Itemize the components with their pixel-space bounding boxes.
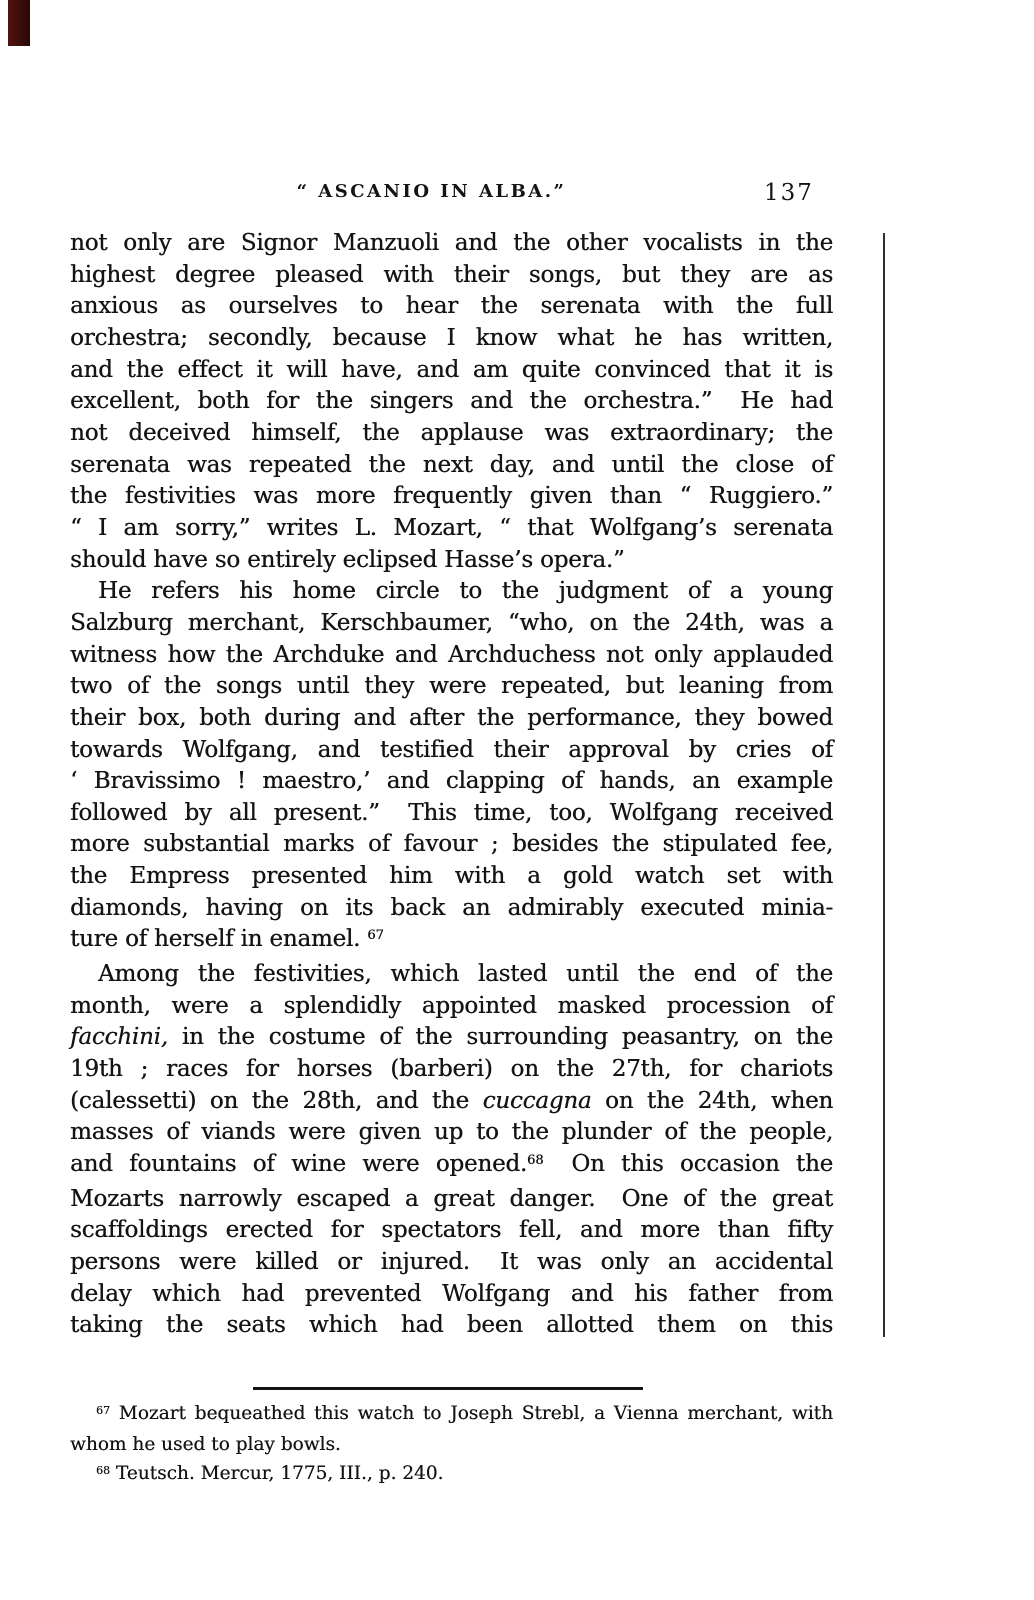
text-line	[70, 829, 833, 861]
text-line	[70, 1247, 833, 1279]
text-segment: towards Wolfgang, and testified their approval by cries of	[70, 736, 833, 763]
text-line	[70, 355, 833, 387]
text-line	[70, 1022, 833, 1054]
scan-artifact-right-line	[883, 233, 885, 1337]
text-segment: should have so entirely eclipsed Hasse’s opera.”	[70, 546, 625, 573]
text-line	[70, 260, 833, 292]
text-segment: He refers his home circle to the judgment of a young	[98, 578, 833, 605]
text-segment: scaffoldings erected for spectators fell, and more than fifty	[70, 1217, 833, 1244]
text-segment: highest degree pleased with their songs, but they are as	[70, 261, 833, 288]
text-segment: serenata was repeated the next day, and until the close of	[70, 451, 833, 478]
text-segment: “ I am sorry,” writes L. Mozart, “ that Wolfgang’s serenata	[70, 514, 833, 541]
text-line	[70, 640, 833, 672]
text-segment: persons were killed or injured. It was only an accidental	[70, 1249, 833, 1275]
text-line	[70, 1117, 833, 1149]
italic-text: facchini,	[70, 1024, 168, 1051]
footnote-separator-rule	[253, 1387, 643, 1390]
text-segment: orchestra; secondly, because I know what he has written,	[70, 324, 833, 351]
text-line	[70, 893, 833, 925]
text-segment: Among the festivities, which lasted until the end of the	[98, 961, 833, 988]
text-segment: 19th ; races for horses (barberi) on the 27th, for chariots	[70, 1056, 833, 1083]
text-segment: and fountains of wine were opened.	[70, 1151, 528, 1178]
text-segment: ‘ Bravissimo ! maestro,’ and clapping of hands, an example	[70, 768, 833, 795]
text-line	[70, 1459, 833, 1490]
text-line	[70, 513, 833, 545]
text-line	[70, 959, 833, 991]
text-line	[70, 798, 833, 830]
text-line	[70, 1430, 833, 1459]
running-header-title: “ ASCANIO IN ALBA.”	[296, 181, 567, 202]
text-segment: the festivities was more frequently given than “ Ruggiero.”	[70, 483, 833, 510]
text-line	[70, 735, 833, 767]
text-segment: more substantial marks of favour ; besides the stipulated fee,	[70, 831, 833, 858]
text-segment: (calessetti) on the 28th, and the	[70, 1087, 483, 1114]
text-segment: not only are Signor Manzuoli and the other vocalists in the	[70, 230, 833, 256]
text-segment: month, were a splendidly appointed masked procession of	[70, 992, 833, 1019]
text-line	[70, 481, 833, 513]
text-segment: whom he used to play bowls.	[70, 1434, 341, 1455]
footnote-reference: 67	[367, 928, 384, 944]
text-segment: excellent, both for the singers and the orchestra.” He had	[70, 388, 833, 415]
text-segment: in the costume of the surrounding peasantry, on the	[167, 1024, 833, 1051]
body-lines	[70, 228, 833, 1342]
footnotes-block	[70, 1399, 833, 1490]
text-segment: and the effect it will have, and am quite convinced that it is	[70, 356, 833, 383]
text-line	[70, 608, 833, 640]
text-line	[70, 766, 833, 798]
text-line	[70, 1184, 833, 1216]
text-segment: not deceived himself, the applause was extraordinary; the	[70, 419, 833, 446]
text-line	[70, 576, 833, 608]
italic-text: cuccagna	[482, 1087, 592, 1114]
text-line	[70, 386, 833, 418]
text-line	[70, 1215, 833, 1247]
text-line	[70, 991, 833, 1023]
text-line	[70, 1149, 833, 1184]
text-segment: Teutsch. Mercur, 1775, III., p. 240.	[110, 1463, 444, 1484]
text-line	[70, 924, 833, 959]
text-line	[70, 418, 833, 450]
footnote-lines	[70, 1399, 833, 1490]
text-line	[70, 545, 833, 577]
text-segment: On this occasion the	[543, 1151, 833, 1178]
text-line	[70, 323, 833, 355]
text-segment: Salzburg merchant, Kerschbaumer, “who, on the 24th, was a	[70, 609, 833, 636]
text-line	[70, 703, 833, 735]
text-line	[70, 1310, 833, 1342]
footnote-reference: 67	[96, 1404, 110, 1417]
text-segment: Mozart bequeathed this watch to Joseph Strebl, a Vienna merchant, with	[110, 1403, 833, 1424]
text-segment: ture of herself in enamel.	[70, 926, 368, 953]
text-line	[70, 291, 833, 323]
body-text-block	[70, 228, 833, 1342]
text-segment: anxious as ourselves to hear the serenata with the full	[70, 293, 833, 320]
text-segment: Mozarts narrowly escaped a great danger. One of the great	[70, 1185, 833, 1212]
text-line	[70, 1054, 833, 1086]
text-line	[70, 671, 833, 703]
text-line	[70, 1399, 833, 1430]
scan-artifact-corner-bar	[8, 0, 30, 46]
page-number: 137	[764, 180, 814, 206]
footnote-reference: 68	[96, 1464, 110, 1477]
text-segment: their box, both during and after the performance, they bowed	[70, 704, 833, 731]
text-segment: the Empress presented him with a gold watch set with	[70, 863, 833, 890]
text-segment: diamonds, having on its back an admirably executed minia-	[70, 894, 833, 921]
footnote-reference: 68	[527, 1153, 544, 1169]
text-segment: masses of viands were given up to the plunder of the people,	[70, 1119, 833, 1146]
text-line	[70, 228, 833, 260]
text-segment: followed by all present.” This time, too, Wolfgang received	[70, 799, 833, 826]
text-segment: delay which had prevented Wolfgang and his father from	[70, 1280, 833, 1307]
text-segment: on the 24th, when	[591, 1087, 834, 1114]
text-segment: taking the seats which had been allotted them on this	[70, 1312, 833, 1339]
text-line	[70, 1086, 833, 1118]
text-segment: witness how the Archduke and Archduchess not only applauded	[70, 641, 833, 668]
text-segment: two of the songs until they were repeated, but leaning from	[70, 673, 833, 700]
text-line	[70, 450, 833, 482]
text-line	[70, 1279, 833, 1311]
text-line	[70, 861, 833, 893]
